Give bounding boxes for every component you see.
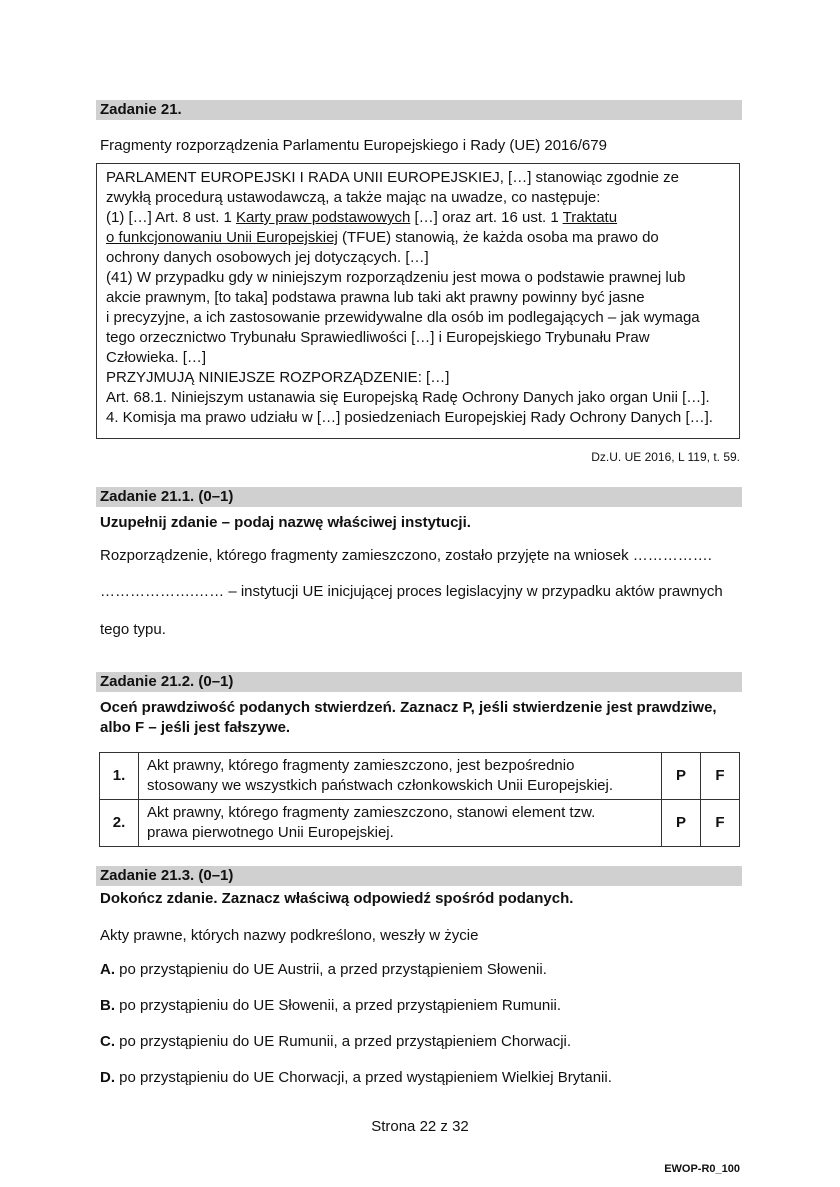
exam-code: EWOP-R0_100 xyxy=(664,1163,740,1175)
underlined-treaty: Traktatu xyxy=(562,209,618,226)
source-line xyxy=(106,228,731,248)
task-21-2-instruction: Oceń prawdziwość podanych stwierdzeń. Zaznacz P, jeśli stwierdzenie jest prawdziwe, xyxy=(100,699,717,716)
statement-line: Akt prawny, którego fragmenty zamieszczono, jest bezpośrednio xyxy=(147,757,575,774)
source-fragment: (1) […] Art. 8 ust. 1 xyxy=(106,209,237,226)
true-option[interactable]: P xyxy=(662,753,701,800)
option-text: po przystąpieniu do UE Słowenii, a przed przystąpieniem Rumunii. xyxy=(115,997,562,1014)
source-line: akcie prawnym, [to taka] podstawa prawna lub taki akt prawny powinny być jasne xyxy=(106,289,645,306)
source-line: Art. 68.1. Niniejszym ustanawia się Europejską Radę Ochrony Danych jako organ Unii […]. xyxy=(106,389,710,406)
statement-text xyxy=(139,800,662,847)
task-21-header: Zadanie 21. xyxy=(96,100,742,120)
option-a[interactable] xyxy=(100,960,547,980)
source-intro: Fragmenty rozporządzenia Parlamentu Europejskiego i Rady (UE) 2016/679 xyxy=(100,137,607,154)
task-21-3-instruction: Dokończ zdanie. Zaznacz właściwą odpowiedź spośród podanych. xyxy=(100,890,574,907)
statement-number: 1. xyxy=(100,753,139,800)
option-letter: C. xyxy=(100,1033,115,1050)
true-false-table xyxy=(99,752,740,847)
source-line: 4. Komisja ma prawo udziału w […] posiedzeniach Europejskiej Rady Ochrony Danych […]. xyxy=(106,409,713,426)
option-letter: D. xyxy=(100,1069,115,1086)
task-21-2-header: Zadanie 21.2. (0–1) xyxy=(96,672,742,692)
source-line: zwykłą procedurą ustawodawczą, a także mając na uwadze, co następuje: xyxy=(106,189,601,206)
source-fragment: (TFUE) stanowią, że każda osoba ma prawo do xyxy=(337,229,659,246)
task-21-1-answer-line[interactable]: ……………….…… – instytucji UE inicjującej proces legislacyjny w przypadku aktów prawnych xyxy=(100,583,723,600)
option-c[interactable] xyxy=(100,1032,571,1052)
option-d[interactable] xyxy=(100,1068,612,1088)
option-text: po przystąpieniu do UE Austrii, a przed przystąpieniem Słowenii. xyxy=(115,961,547,978)
true-option[interactable]: P xyxy=(662,800,701,847)
task-21-1-instruction: Uzupełnij zdanie – podaj nazwę właściwej instytucji. xyxy=(100,514,471,531)
statement-line: stosowany we wszystkich państwach członkowskich Unii Europejskiej. xyxy=(147,777,614,794)
source-line: i precyzyjne, a ich zastosowanie przewidywalne dla osób im podlegających – jak wymaga xyxy=(106,309,700,326)
task-21-2-instruction: albo F – jeśli jest fałszywe. xyxy=(100,719,291,736)
table-row xyxy=(100,800,740,847)
source-line: PRZYJMUJĄ NINIEJSZE ROZPORZĄDZENIE: […] xyxy=(106,369,450,386)
option-letter: B. xyxy=(100,997,115,1014)
source-text-box xyxy=(96,163,740,439)
false-option[interactable]: F xyxy=(701,800,740,847)
source-line: Człowieka. […] xyxy=(106,349,207,366)
underlined-charter: Karty praw podstawowych xyxy=(236,209,411,226)
task-21-1-text: tego typu. xyxy=(100,621,166,638)
task-21-3-header: Zadanie 21.3. (0–1) xyxy=(96,866,742,886)
option-b[interactable] xyxy=(100,996,561,1016)
false-option[interactable]: F xyxy=(701,753,740,800)
option-text: po przystąpieniu do UE Rumunii, a przed przystąpieniem Chorwacji. xyxy=(115,1033,572,1050)
source-citation: Dz.U. UE 2016, L 119, t. 59. xyxy=(591,450,740,464)
task-21-3-stem: Akty prawne, których nazwy podkreślono, weszły w życie xyxy=(100,927,479,944)
source-line: tego orzecznictwo Trybunału Sprawiedliwości […] i Europejskiego Trybunału Praw xyxy=(106,329,650,346)
page-number: Strona 22 z 32 xyxy=(371,1118,469,1135)
statement-line: Akt prawny, którego fragmenty zamieszczono, stanowi element tzw. xyxy=(147,804,596,821)
task-21-1-answer-line[interactable]: Rozporządzenie, którego fragmenty zamieszczono, zostało przyjęte na wniosek ……………. xyxy=(100,547,712,564)
source-line xyxy=(106,208,731,228)
option-letter: A. xyxy=(100,961,115,978)
source-fragment: […] oraz art. 16 ust. 1 xyxy=(410,209,563,226)
statement-line: prawa pierwotnego Unii Europejskiej. xyxy=(147,824,394,841)
table-row xyxy=(100,753,740,800)
task-21-1-header: Zadanie 21.1. (0–1) xyxy=(96,487,742,507)
statement-text xyxy=(139,753,662,800)
statement-number: 2. xyxy=(100,800,139,847)
source-line: ochrony danych osobowych jej dotyczących. […] xyxy=(106,249,429,266)
source-line: (41) W przypadku gdy w niniejszym rozporządzeniu jest mowa o podstawie prawnej lub xyxy=(106,269,686,286)
source-line: PARLAMENT EUROPEJSKI I RADA UNII EUROPEJSKIEJ, […] stanowiąc zgodnie ze xyxy=(106,169,679,186)
option-text: po przystąpieniu do UE Chorwacji, a przed wystąpieniem Wielkiej Brytanii. xyxy=(115,1069,612,1086)
underlined-treaty-cont: o funkcjonowaniu Unii Europejskiej xyxy=(106,229,338,246)
